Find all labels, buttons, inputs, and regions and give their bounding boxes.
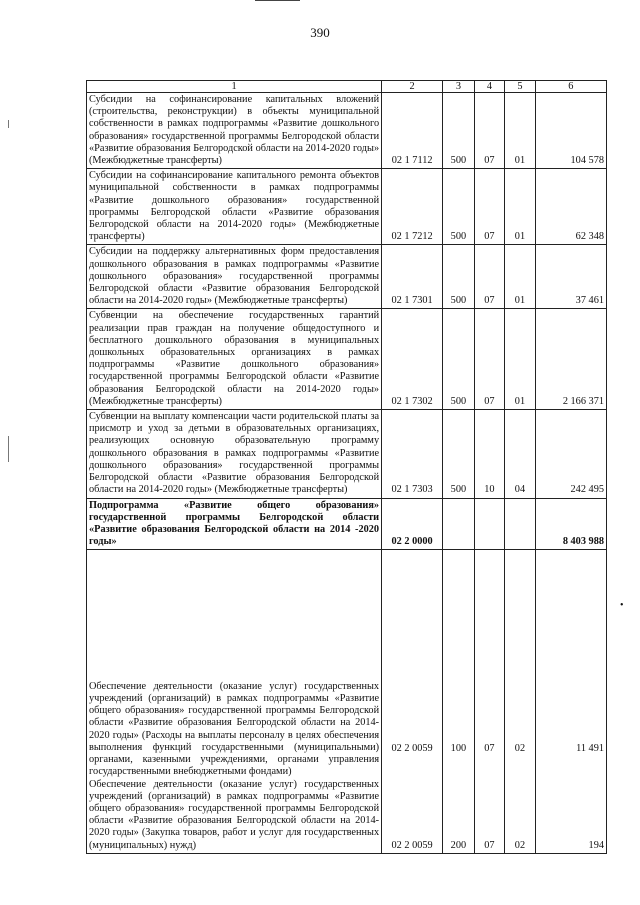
top-rule	[255, 0, 300, 1]
row-col5: 01	[505, 309, 536, 410]
row-col5: 01	[505, 93, 536, 169]
row-col5-part: 02	[514, 743, 526, 755]
row-col3: 500	[443, 169, 475, 245]
table-row-subprogram	[87, 498, 607, 550]
row-col4	[474, 498, 505, 550]
row-amount-spacer	[538, 756, 604, 840]
row-col4-spacer	[477, 756, 503, 840]
table-row	[87, 169, 607, 245]
row-col5	[505, 550, 536, 853]
row-amount-spacer	[538, 551, 604, 743]
row-amount: 8 403 988	[535, 498, 606, 550]
table-row	[87, 309, 607, 410]
table-row	[87, 245, 607, 309]
header-cell-1: 1	[87, 81, 382, 93]
margin-mark	[8, 436, 9, 462]
row-description: Подпрограмма «Развитие общего образования» государственной программы Белгородской области «Развитие образования Белгородской области на 2014 -2020 годы»	[87, 498, 382, 550]
row-col5: 01	[505, 245, 536, 309]
margin-mark	[8, 120, 9, 128]
row-col3: 500	[443, 245, 475, 309]
row-col4-spacer	[477, 551, 503, 743]
row-amount: 2 166 371	[535, 309, 606, 410]
row-col3	[443, 498, 475, 550]
row-description: Субсидии на поддержку альтернативных форм предоставления дошкольного образования в рамках подпрограммы «Развитие дошкольного образования» государственной программы Белгородской области «Развитие образования Белгородской области на 2014-2020 годы» (Межбюджетные трансферты)	[87, 245, 382, 309]
row-description	[87, 550, 382, 853]
row-col5: 04	[505, 410, 536, 498]
row-col3-part: 100	[450, 743, 467, 755]
row-description-part: Обеспечение деятельности (оказание услуг) государственных учреждений (организаций) в рамках подпрограммы «Развитие общего образования» государственной программы Белгородской области «Развитие образования Белгородской области на 2014-2020 годы» (Расходы на выплаты персоналу в целях обеспечения выполнения функций государственными (муниципальными) органами, казенными учреждениями, органами управления государственными внебюджетными фондами)	[89, 680, 380, 778]
table-row	[87, 550, 607, 853]
row-amount: 104 578	[535, 93, 606, 169]
row-description: Субсидии на софинансирование капитальных вложений (строительства, реконструкции) в объекты муниципальной собственности в рамках подпрограммы «Развитие дошкольного образования» государственной программы Белгородской области «Развитие образования Белгородской области на 2014-2020 годы» (Межбюджетные трансферты)	[87, 93, 382, 169]
row-description: Субвенции на выплату компенсации части родительской платы за присмотр и уход за детьми в образовательных организациях, реализующих основную образовательную программу дошкольного образования в рамках подпрограммы «Развитие дошкольного образования» государственной программы Белгородской области «Развитие образования Белгородской области на 2014-2020 годы» (Межбюджетные трансферты)	[87, 410, 382, 498]
row-amount-part: 194	[588, 839, 604, 851]
row-description: Субвенции на обеспечение государственных гарантий реализации прав граждан на получение общедоступного и бесплатного дошкольного образования в муниципальных дошкольных образовательных организациях в рамках подпрограммы «Развитие дошкольного образования» государственной программы Белгородской области «Развитие образования Белгородской области на 2014-2020 годы» (Межбюджетные трансферты)	[87, 309, 382, 410]
row-col5-spacer	[507, 756, 533, 840]
row-amount: 62 348	[535, 169, 606, 245]
row-col5	[505, 498, 536, 550]
row-code-spacer	[384, 756, 440, 840]
budget-table	[86, 80, 607, 854]
row-amount	[535, 550, 606, 853]
row-col4-part: 07	[484, 839, 495, 851]
bullet-mark: •	[620, 600, 624, 611]
row-col4: 07	[474, 245, 505, 309]
header-cell-2: 2	[382, 81, 443, 93]
header-cell-5: 5	[505, 81, 536, 93]
row-code	[382, 550, 443, 853]
row-col4-part: 07	[484, 743, 495, 755]
row-code: 02 1 7303	[382, 410, 443, 498]
table-row	[87, 410, 607, 498]
row-code-part	[384, 551, 440, 743]
row-col4: 10	[474, 410, 505, 498]
row-col3	[443, 550, 475, 853]
row-col5: 01	[505, 169, 536, 245]
row-col5-spacer	[507, 551, 533, 743]
row-col4: 07	[474, 169, 505, 245]
row-code: 02 1 7212	[382, 169, 443, 245]
row-amount-part: 11 491	[576, 743, 604, 755]
row-col5-part: 02	[514, 839, 526, 851]
row-col3: 500	[443, 93, 475, 169]
row-col3-spacer	[445, 756, 472, 840]
row-col3: 500	[443, 410, 475, 498]
row-code-part: 02 2 0059	[391, 839, 433, 851]
row-col4	[474, 550, 505, 853]
row-col4: 07	[474, 309, 505, 410]
page-number: 390	[310, 25, 330, 40]
table-row	[87, 93, 607, 169]
row-description: Субсидии на софинансирование капитального ремонта объектов муниципальной собственности в рамках подпрограммы «Развитие дошкольного образования» государственной программы Белгородской области «Развитие образования Белгородской области на 2014-2020 годы» (Межбюджетные трансферты)	[87, 169, 382, 245]
header-cell-3: 3	[443, 81, 475, 93]
row-col3: 500	[443, 309, 475, 410]
header-cell-6: 6	[535, 81, 606, 93]
row-code: 02 1 7302	[382, 309, 443, 410]
row-amount: 37 461	[535, 245, 606, 309]
row-amount: 242 495	[535, 410, 606, 498]
row-col3-spacer	[445, 551, 472, 743]
row-code: 02 1 7301	[382, 245, 443, 309]
row-description-part: Обеспечение деятельности (оказание услуг) государственных учреждений (организаций) в рамках подпрограммы «Развитие общего образования» государственной программы Белгородской области «Развитие образования Белгородской области на 2014-2020 годы» (Закупка товаров, работ и услуг для государственных (муниципальных) нужд)	[89, 778, 380, 851]
row-code-part: 02 2 0059	[391, 743, 433, 755]
table-header-row	[87, 81, 607, 93]
row-col4: 07	[474, 93, 505, 169]
row-col3-part: 200	[450, 839, 467, 851]
row-code: 02 1 7112	[382, 93, 443, 169]
row-code: 02 2 0000	[382, 498, 443, 550]
header-cell-4: 4	[474, 81, 505, 93]
